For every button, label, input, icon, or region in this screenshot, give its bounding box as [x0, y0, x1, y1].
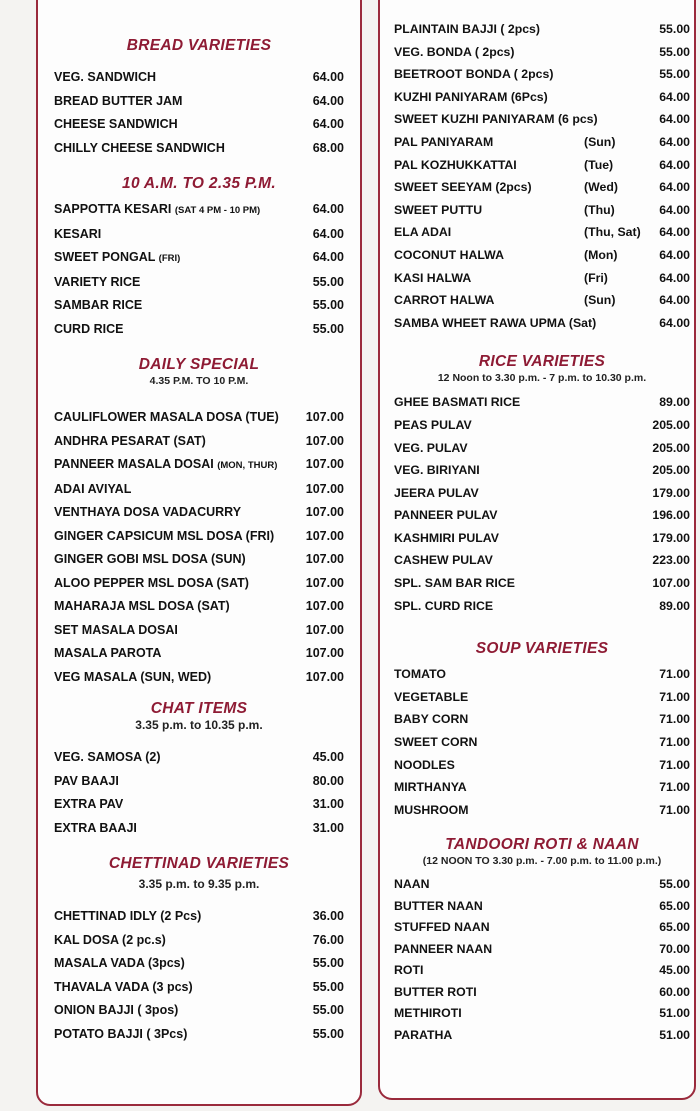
daily-special-hours: 4.35 P.M. TO 10 P.M. [149, 375, 249, 387]
menu-item: EXTRA PAV 31.00 [54, 797, 344, 811]
menu-item: CASHEW PULAV 223.00 [394, 553, 690, 568]
menu-item: KUZHI PANIYARAM (6Pcs) 64.00 [394, 89, 690, 104]
daily-special-heading: DAILY SPECIAL [138, 356, 260, 373]
rice-varieties-list [394, 391, 690, 617]
menu-item: MIRTHANYA 71.00 [394, 780, 690, 795]
menu-item: PANNEER PULAV 196.00 [394, 508, 690, 523]
menu-item: KAL DOSA (2 pc.s) 76.00 [54, 932, 344, 947]
menu-item: BUTTER NAAN 65.00 [394, 898, 690, 913]
menu-item: VEG. SAMOSA (2) 45.00 [54, 750, 344, 764]
chat-items-list [54, 746, 344, 840]
menu-item: ADAI AVIYAL 107.00 [54, 481, 344, 496]
menu-item: SWEET PONGAL (FRI) 64.00 [54, 250, 344, 264]
menu-item: JEERA PULAV 179.00 [394, 485, 690, 500]
menu-item: PARATHA 51.00 [394, 1027, 690, 1042]
menu-item: ROTI 45.00 [394, 963, 690, 978]
menu-item: NAAN 55.00 [394, 877, 690, 892]
menu-item: PANNEER NAAN 70.00 [394, 941, 690, 956]
menu-item: MASALA VADA (3pcs) 55.00 [54, 956, 344, 970]
left-menu-content [54, 36, 344, 1046]
bread-varieties-list [54, 66, 344, 160]
menu-item: ALOO PEPPER MSL DOSA (SAT) 107.00 [54, 575, 344, 590]
menu-item: SPL. CURD RICE 89.00 [394, 598, 690, 613]
menu-item: PAL PANIYARAM (Sun) 64.00 [394, 134, 690, 149]
menu-item: BUTTER ROTI 60.00 [394, 984, 690, 999]
morning-list [54, 198, 344, 341]
right-menu-content [394, 18, 690, 1046]
menu-item: MASALA PAROTA 107.00 [54, 646, 344, 660]
menu-item: EXTRA BAAJI 31.00 [54, 820, 344, 835]
menu-item: SAMBA WHEET RAWA UPMA (Sat) 64.00 [394, 315, 690, 330]
chettinad-varieties-heading: CHETTINAD VARIETIES [108, 855, 290, 872]
menu-item: GINGER GOBI MSL DOSA (SUN) 107.00 [54, 552, 344, 566]
menu-item: CHILLY CHEESE SANDWICH 68.00 [54, 140, 344, 155]
menu-item: BABY CORN 71.00 [394, 712, 690, 727]
menu-item: VEG MASALA (SUN, WED) 107.00 [54, 669, 344, 684]
menu-item: CAULIFLOWER MASALA DOSA (TUE) 107.00 [54, 410, 344, 424]
menu-item: CHETTINAD IDLY (2 Pcs) 36.00 [54, 909, 344, 923]
menu-item: COCONUT HALWA (Mon) 64.00 [394, 247, 690, 262]
menu-item: SWEET SEEYAM (2pcs) (Wed) 64.00 [394, 180, 690, 195]
menu-item: METHIROTI 51.00 [394, 1006, 690, 1021]
snacks-list [394, 18, 690, 334]
menu-item: VEG. SANDWICH 64.00 [54, 70, 344, 84]
tandoori-hours: (12 NOON TO 3.30 p.m. - 7.00 p.m. to 11.00 p.m.) [422, 855, 662, 868]
menu-item: NOODLES 71.00 [394, 757, 690, 772]
menu-item: PAV BAAJI 80.00 [54, 773, 344, 788]
daily-special-list [54, 406, 344, 689]
menu-item: SAPPOTTA KESARI (SAT 4 PM - 10 PM) 64.00 [54, 202, 344, 216]
menu-item: CHEESE SANDWICH 64.00 [54, 117, 344, 131]
rice-varieties-hours: 12 Noon to 3.30 p.m. - 7 p.m. to 10.30 p.m. [437, 372, 647, 385]
menu-item: SET MASALA DOSAI 107.00 [54, 622, 344, 637]
menu-item: GHEE BASMATI RICE 89.00 [394, 395, 690, 410]
rice-varieties-heading: RICE VARIETIES [478, 353, 606, 371]
menu-item: SPL. SAM BAR RICE 107.00 [394, 576, 690, 591]
menu-item: BEETROOT BONDA ( 2pcs) 55.00 [394, 67, 690, 82]
menu-item: SWEET PUTTU (Thu) 64.00 [394, 202, 690, 217]
menu-item: POTATO BAJJI ( 3Pcs) 55.00 [54, 1026, 344, 1041]
right-menu-page [378, 0, 700, 1111]
menu-item: PEAS PULAV 205.00 [394, 417, 690, 432]
menu-item: PANNEER MASALA DOSAI (MON, THUR) 107.00 [54, 457, 344, 471]
menu-item: CURD RICE 55.00 [54, 321, 344, 336]
menu-item: KESARI 64.00 [54, 226, 344, 241]
menu-item: KASI HALWA (Fri) 64.00 [394, 270, 690, 285]
menu-item: MUSHROOM 71.00 [394, 802, 690, 817]
chettinad-list [54, 905, 344, 1046]
menu-item: STUFFED NAAN 65.00 [394, 920, 690, 935]
soup-varieties-heading: SOUP VARIETIES [475, 640, 609, 658]
tandoori-heading: TANDOORI ROTI & NAAN [445, 836, 639, 854]
menu-item: VARIETY RICE 55.00 [54, 274, 344, 289]
menu-item: SWEET KUZHI PANIYARAM (6 pcs) 64.00 [394, 112, 690, 127]
menu-item: ELA ADAI (Thu, Sat) 64.00 [394, 225, 690, 240]
menu-item: PAL KOZHUKKATTAI (Tue) 64.00 [394, 157, 690, 172]
menu-item: PLAINTAIN BAJJI ( 2pcs) 55.00 [394, 22, 690, 36]
menu-item: MAHARAJA MSL DOSA (SAT) 107.00 [54, 599, 344, 613]
menu-item: VEG. PULAV 205.00 [394, 440, 690, 455]
menu-item: CARROT HALWA (Sun) 64.00 [394, 293, 690, 308]
tandoori-list [394, 874, 690, 1046]
menu-item: SAMBAR RICE 55.00 [54, 298, 344, 312]
chat-items-heading: CHAT ITEMS [150, 700, 248, 717]
menu-item: VEG. BIRIYANI 205.00 [394, 463, 690, 478]
menu-item: VEG. BONDA ( 2pcs) 55.00 [394, 44, 690, 59]
menu-item: ONION BAJJI ( 3pos) 55.00 [54, 1003, 344, 1017]
soup-varieties-list [394, 663, 690, 821]
menu-item: BREAD BUTTER JAM 64.00 [54, 93, 344, 108]
menu-item: SWEET CORN 71.00 [394, 735, 690, 750]
chat-items-hours: 3.35 p.m. to 10.35 p.m. [135, 718, 263, 732]
bread-varieties-heading: BREAD VARIETIES [126, 37, 272, 54]
menu-item: GINGER CAPSICUM MSL DOSA (FRI) 107.00 [54, 528, 344, 543]
morning-heading: 10 A.M. TO 2.35 P.M. [122, 175, 276, 192]
menu-item: VEGETABLE 71.00 [394, 689, 690, 704]
menu-item: VENTHAYA DOSA VADACURRY 107.00 [54, 505, 344, 519]
menu-item: KASHMIRI PULAV 179.00 [394, 530, 690, 545]
chettinad-hours: 3.35 p.m. to 9.35 p.m. [138, 877, 260, 891]
menu-item: THAVALA VADA (3 pcs) 55.00 [54, 979, 344, 994]
menu-item: TOMATO 71.00 [394, 667, 690, 682]
menu-item: ANDHRA PESARAT (SAT) 107.00 [54, 433, 344, 448]
